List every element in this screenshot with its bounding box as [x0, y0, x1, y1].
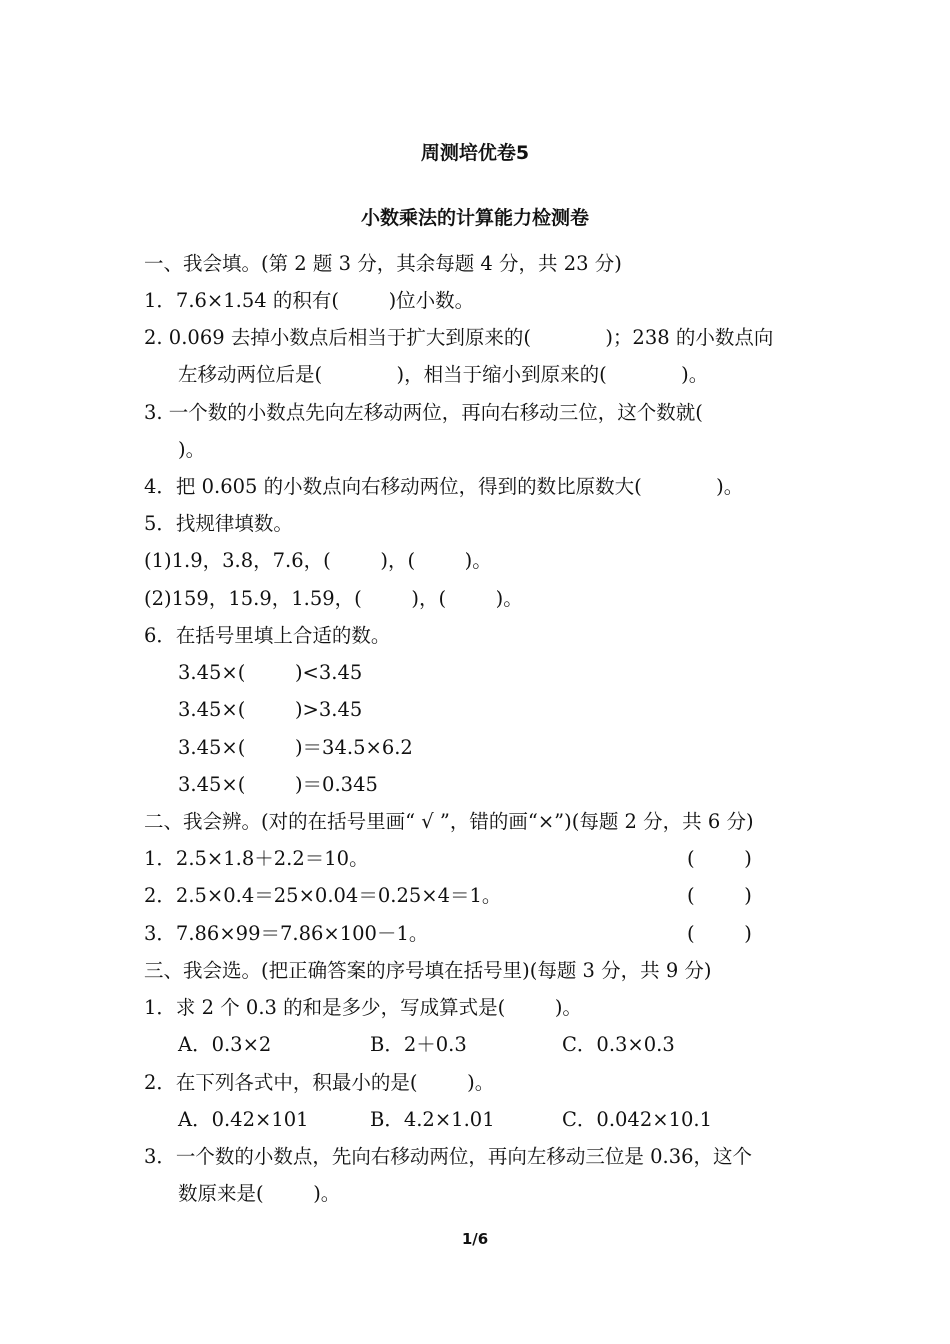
s1-question-3-line2: )。 — [178, 438, 206, 461]
s2-answer-paren-3: ( ) — [687, 922, 752, 945]
s3-q2-option-c: C．0.042×10.1 — [562, 1108, 713, 1131]
s1-question-3-line1: 3. 一个数的小数点先向左移动两位，再向右移动三位，这个数就( — [144, 401, 703, 424]
s1-question-1: 1．7.6×1.54 的积有( )位小数。 — [144, 289, 475, 312]
page-title: 周测培优卷5 — [420, 142, 530, 164]
section3-heading: 三、我会选。(把正确答案的序号填在括号里)(每题 3 分，共 9 分) — [144, 959, 712, 982]
s1-question-4: 4．把 0.605 的小数点向右移动两位，得到的数比原数大( )。 — [144, 475, 744, 498]
s2-answer-paren-2: ( ) — [687, 884, 752, 907]
s1-question-6-3: 3.45×( )＝34.5×6.2 — [178, 736, 413, 759]
s3-q1-option-b: B．2＋0.3 — [370, 1033, 467, 1056]
s2-answer-paren-1: ( ) — [687, 847, 752, 870]
s2-question-1: 1．2.5×1.8＋2.2＝10。 — [144, 847, 369, 870]
s1-question-5: 5．找规律填数。 — [144, 512, 293, 535]
page-subtitle: 小数乘法的计算能力检测卷 — [360, 207, 589, 229]
s3-q1-option-a: A．0.3×2 — [178, 1033, 272, 1056]
s3-question-3-line2: 数原来是( )。 — [178, 1182, 341, 1205]
s3-question-1: 1．求 2 个 0.3 的和是多少，写成算式是( )。 — [144, 996, 582, 1019]
s3-question-2: 2．在下列各式中，积最小的是( )。 — [144, 1071, 495, 1094]
s1-question-2-line2: 左移动两位后是( )，相当于缩小到原来的( )。 — [178, 363, 709, 386]
section1-heading: 一、我会填。(第 2 题 3 分，其余每题 4 分，共 23 分) — [144, 252, 622, 275]
s1-question-2-line1: 2. 0.069 去掉小数点后相当于扩大到原来的( )；238 的小数点向 — [144, 326, 774, 349]
s3-q1-option-c: C．0.3×0.3 — [562, 1033, 675, 1056]
s1-question-6-1: 3.45×( )<3.45 — [178, 661, 363, 684]
page-number: 1/6 — [461, 1230, 489, 1248]
s3-q2-option-b: B．4.2×1.01 — [370, 1108, 495, 1131]
s1-question-5-1: (1)1.9，3.8，7.6，( )，( )。 — [144, 549, 492, 572]
s1-question-5-2: (2)159，15.9，1.59，( )，( )。 — [144, 587, 523, 610]
s1-question-6: 6．在括号里填上合适的数。 — [144, 624, 391, 647]
s3-question-3-line1: 3．一个数的小数点，先向右移动两位，再向左移动三位是 0.36，这个 — [144, 1145, 753, 1168]
s1-question-6-2: 3.45×( )>3.45 — [178, 698, 363, 721]
s2-question-2: 2．2.5×0.4＝25×0.04＝0.25×4＝1。 — [144, 884, 502, 907]
s3-q2-option-a: A．0.42×101 — [178, 1108, 309, 1131]
s1-question-6-4: 3.45×( )＝0.345 — [178, 773, 378, 796]
s2-question-3: 3．7.86×99＝7.86×100－1。 — [144, 922, 429, 945]
section2-heading: 二、我会辨。(对的在括号里画“ √ ”，错的画“×”)(每题 2 分，共 6 分) — [144, 810, 754, 833]
